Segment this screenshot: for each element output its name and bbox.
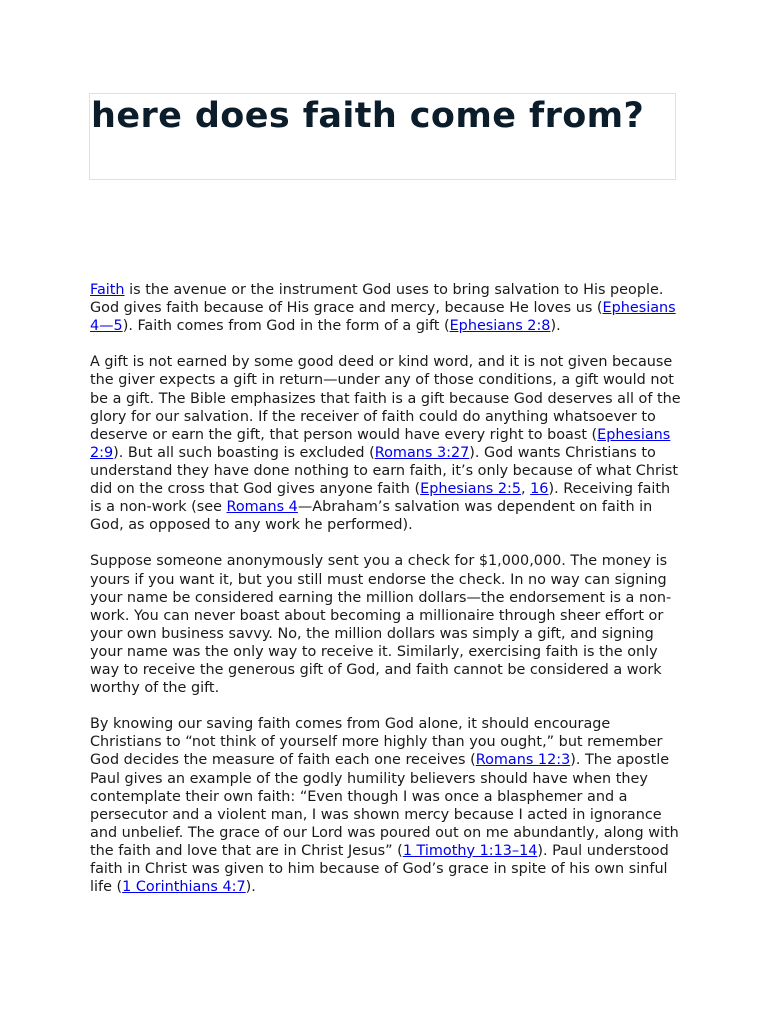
page-title: here does faith come from? (91, 96, 645, 136)
paragraph-2 (90, 353, 682, 534)
title-box (89, 93, 676, 180)
text: ). (245, 879, 256, 896)
paragraph-1 (90, 281, 682, 335)
paragraph-3: Suppose someone anonymously sent you a check for $1,000,000. The money is yours if you want it, but you still must endorse the check. In no way can signing your name be considered earning the million dollars—the endorsement is a non-work. You can never boast about becoming a millionaire through sheer effort or your own business savvy. No, the million dollars was simply a gift, and signing your name was the only way to receive it. Similarly, exercising faith is the only way to receive the generous gift of God, and faith cannot be considered a work worthy of the gift. (90, 553, 672, 697)
text: ). But all such boasting is excluded ( (113, 444, 375, 461)
link-ephesians-2-8[interactable]: Ephesians 2:8 (449, 318, 551, 335)
text: —Abraham’s salvation was dependent on faith in God, as opposed to any work he performed). (90, 499, 653, 534)
link-romans-4[interactable]: Romans 4 (226, 499, 298, 516)
text: is the avenue or the instrument God uses to bring salvation to His people. God gives faith because of His grace and mercy, because He loves us ( (90, 282, 664, 317)
text: ). God wants Christians to understand they have done nothing to earn faith, it’s only because of what Christ did on the cross that God gives anyone faith ( (90, 444, 679, 498)
text: ). The apostle Paul gives an example of the godly humility believers should have when they contemplate their own faith: “Even though I was once a blasphemer and a persecutor and a violent man, I was shown mercy because I acted in ignorance and unbelief. The grace of our Lord was poured out on me abundantly, along with the faith and love that are in Christ Jesus” ( (90, 752, 679, 859)
link-1-corinthians-4-7[interactable]: 1 Corinthians 4:7 (122, 879, 246, 896)
link-ephesians-2-16[interactable]: 16 (530, 481, 549, 498)
text: ). Faith comes from God in the form of a gift ( (122, 318, 450, 335)
text: ). Receiving faith is a non-work (see (90, 481, 671, 516)
text: A gift is not earned by some good deed or kind word, and it is not given because the giver expects a gift in return—under any of those conditions, a gift would not be a gift. The Bible emphasizes that faith is a gift because God deserves all of the glory for our salvation. If the receiver of faith could do anything whatsoever to deserve or earn the gift, that person would have every right to boast ( (90, 354, 681, 443)
text: ). Paul understood faith in Christ was given to him because of God’s grace in spite of his own sinful life ( (90, 842, 669, 896)
link-1-timothy-1-13-14[interactable]: 1 Timothy 1:13–14 (402, 842, 538, 859)
paragraph-4 (90, 715, 682, 896)
link-ephesians-2-5[interactable]: Ephesians 2:5 (420, 481, 521, 498)
link-ephesians-2-9[interactable]: Ephesians 2:9 (90, 426, 671, 461)
link-faith[interactable]: Faith (90, 282, 125, 298)
link-romans-3-27[interactable]: Romans 3:27 (374, 444, 470, 461)
text: , (520, 481, 531, 498)
text: ). (550, 318, 561, 335)
article-body (90, 281, 682, 914)
text: By knowing our saving faith comes from God alone, it should encourage Christians to “not think of yourself more highly than you ought,” but remember God decides the measure of faith each one receives ( (90, 716, 663, 769)
link-romans-12-3[interactable]: Romans 12:3 (475, 752, 571, 769)
link-ephesians-4-5[interactable]: Ephesians 4—5 (90, 300, 676, 335)
